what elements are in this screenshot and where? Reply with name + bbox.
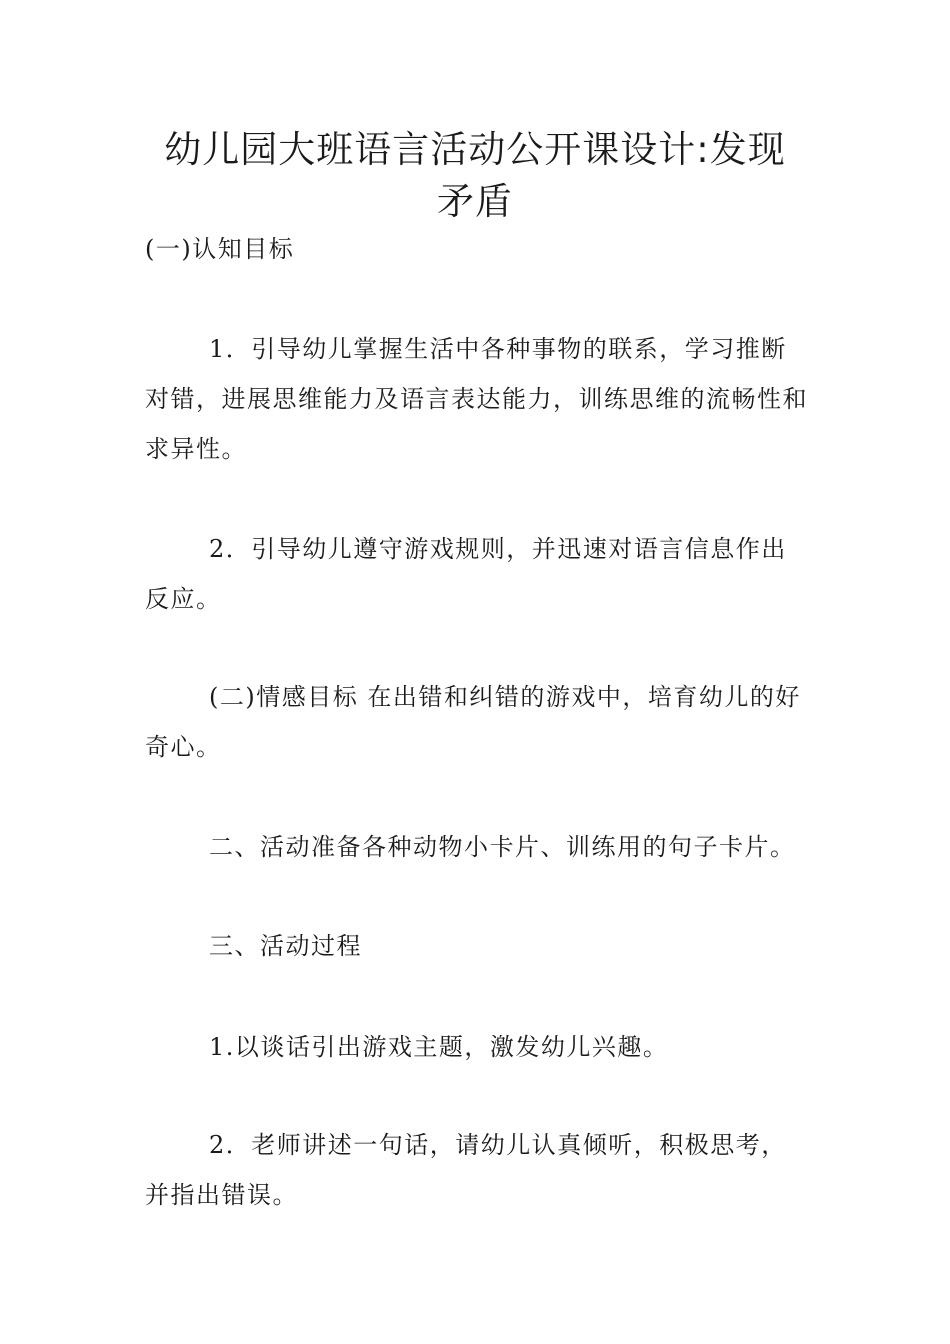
activity-process-step-2: 2．老师讲述一句话，请幼儿认真倾听，积极思考，并指出错误。 [145,1131,787,1209]
emotional-goal: (二)情感目标 在出错和纠错的游戏中，培育幼儿的好奇心。 [145,683,801,761]
activity-preparation: 二、活动准备各种动物小卡片、训练用的句子卡片。 [209,833,796,861]
cognitive-goal-item-2: 2．引导幼儿遵守游戏规则，并迅速对语言信息作出反应。 [145,535,787,613]
title-line-2: 矛盾 [437,180,513,223]
title-line-1: 幼儿园大班语言活动公开课设计:发现 [164,128,786,171]
page-title [120,124,830,228]
activity-process-heading: 三、活动过程 [209,932,362,960]
cognitive-goal-item-1: 1．引导幼儿掌握生活中各种事物的联系，学习推断对错，进展思维能力及语言表达能力，训练思维的流畅性和求异性。 [145,335,808,463]
activity-process-step-1: 1.以谈话引出游戏主题，激发幼儿兴趣。 [209,1033,669,1061]
cognitive-goal-heading: (一)认知目标 [145,235,295,263]
